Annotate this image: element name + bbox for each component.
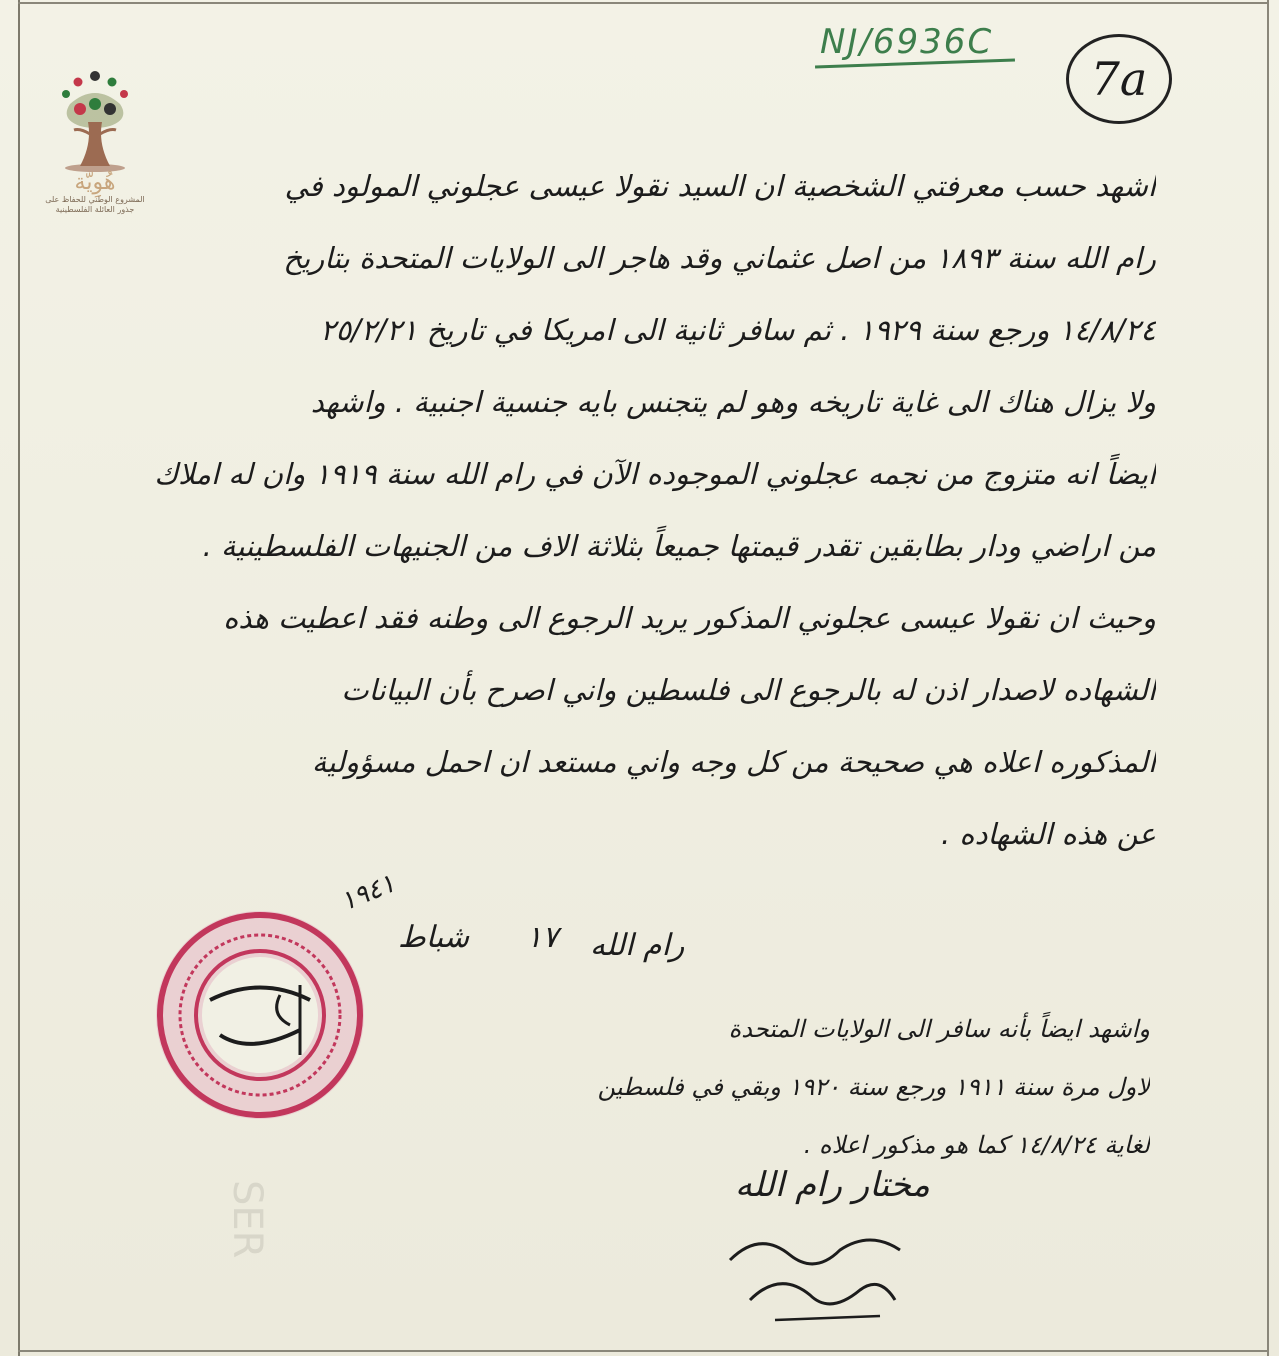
signer-title: مختار رام الله [734,1165,930,1205]
page-border-left [18,0,20,1356]
page-number-badge: 7a [1066,34,1172,124]
letter-line: الشهاده لاصدار اذن له بالرجوع الى فلسطين واني اصرح بأن البيانات [341,673,1156,707]
date-place: رام الله [590,928,685,963]
handwritten-signature [720,1220,910,1330]
addendum-line: لغاية ١٤/٨/٢٤ كما هو مذكور اعلاه . [803,1131,1150,1159]
letter-line: وحيث ان نقولا عيسى عجلوني المذكور يريد الرجوع الى وطنه فقد اعطيت هذه [223,601,1156,635]
letter-line: ايضاً انه متزوج من نجمه عجلوني الموجوده الآن في رام الله سنة ١٩١٩ وان له املاك [154,457,1156,491]
letter-line: المذكوره اعلاه هي صحيحة من كل وجه واني مستعد ان احمل مسؤولية [311,745,1156,779]
page-border-bottom [18,1350,1269,1352]
letter-line: اشهد حسب معرفتي الشخصية ان السيد نقولا عيسى عجلوني المولود في [284,169,1156,203]
letter-line: ١٤/٨/٢٤ ورجع سنة ١٩٢٩ . ثم سافر ثانية الى امريكا في تاريخ ٢٥/٢/٢١ [320,313,1156,347]
date-year: ١٩٤١ [336,868,400,918]
letter-line: ولا يزال هناك الى غاية تاريخه وهو لم يتجنس بايه جنسية اجنبية . واشهد [310,385,1156,419]
reference-number: NJ/6936C [820,22,994,62]
seal-icon [150,905,370,1125]
addendum-line: لاول مرة سنة ١٩١١ ورجع سنة ١٩٢٠ وبقي في فلسطين [597,1073,1150,1101]
date-line [336,868,720,988]
certificate-body [96,150,1156,870]
letter-line: عن هذه الشهاده . [940,817,1156,851]
page-border-right [1267,0,1269,1356]
addendum-line: واشهد ايضاً بأنه سافر الى الولايات المتحدة [728,1015,1150,1043]
addendum-note [500,1000,1150,1174]
official-seal [150,905,370,1125]
background-watermark: SER [224,1180,270,1259]
page-border-top [18,2,1269,4]
logo-tagline: المشروع الوطني للحفاظ على جذور العائلة الفلسطينية [45,195,145,214]
date-month: شباط [398,920,470,955]
letter-line: من اراضي ودار بطابقين تقدر قيمتها جميعاً بثلاثة الاف من الجنيهات الفلسطينية . [202,529,1156,563]
letter-line: رام الله سنة ١٨٩٣ من اصل عثماني وقد هاجر الى الولايات المتحدة بتاريخ [283,241,1156,275]
signature-block [690,1160,930,1330]
logo-name: هُوِيّة [74,170,116,195]
date-day: ١٧ [526,920,559,955]
